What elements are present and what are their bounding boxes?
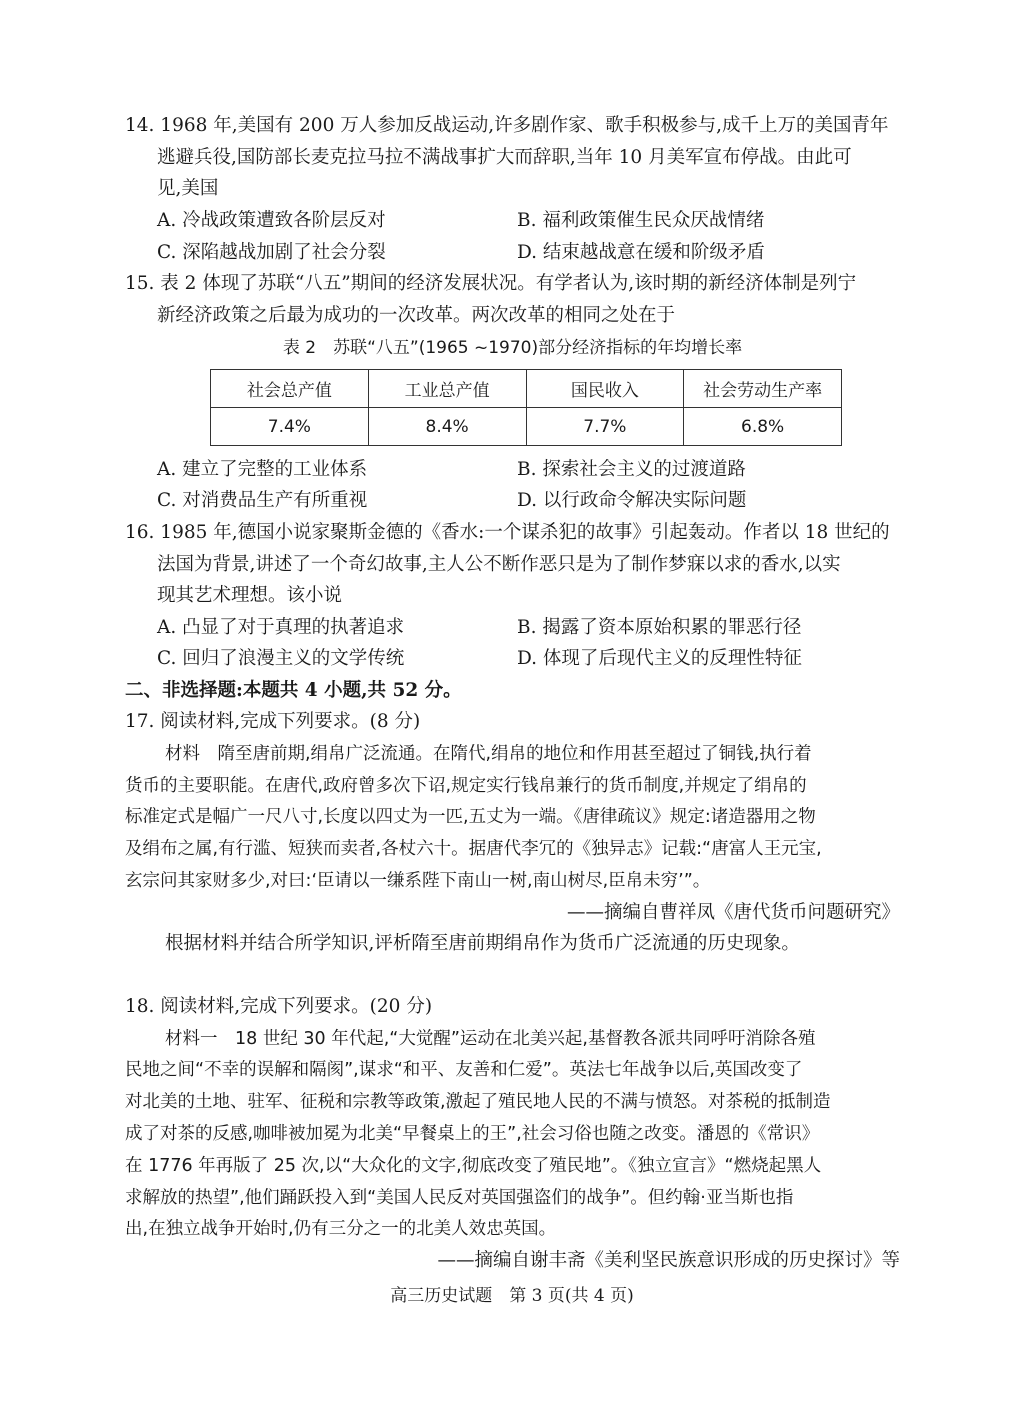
table-2	[210, 369, 842, 446]
q18-source: ——摘编自谢丰斋《美利坚民族意识形成的历史探讨》等	[437, 1250, 900, 1271]
q16-stem-line-1: 16. 1985 年,德国小说家聚斯金德的《香水:一个谋杀犯的故事》引起轰动。作者以 18 世纪的	[125, 522, 890, 543]
q17-material-line-2: 货币的主要职能。在唐代,政府曾多次下诏,规定实行钱帛兼行的货币制度,并规定了绢帛的	[125, 776, 807, 796]
q16-option-a: A. 凸显了对于真理的执著追求	[157, 617, 405, 638]
table-2-value-cell: 7.7%	[526, 408, 684, 446]
q16-option-b: B. 揭露了资本原始积累的罪恶行径	[517, 617, 802, 638]
q15-stem-line-2: 新经济政策之后最为成功的一次改革。两次改革的相同之处在于	[157, 305, 676, 326]
q16-option-c: C. 回归了浪漫主义的文学传统	[157, 648, 405, 669]
q18-material-line-4: 成了对茶的反感,咖啡被加冕为北美“早餐桌上的王”,社会习俗也随之改变。潘恩的《常识》	[125, 1124, 820, 1144]
q14-stem-line-2: 逃避兵役,国防部长麦克拉马拉不满战事扩大而辞职,当年 10 月美军宣布停战。由此可	[157, 147, 852, 168]
q14-option-d: D. 结束越战意在缓和阶级矛盾	[517, 242, 765, 263]
q16-stem-line-2: 法国为背景,讲述了一个奇幻故事,主人公不断作恶只是为了制作梦寐以求的香水,以实	[157, 554, 841, 575]
q15-option-b: B. 探索社会主义的过渡道路	[517, 459, 746, 480]
q18-material-line-2: 民地之间“不幸的误解和隔阂”,谋求“和平、友善和仁爱”。英法七年战争以后,英国改变了	[125, 1060, 803, 1080]
q17-material-line-4: 及绢布之属,有行滥、短狭而卖者,各杖六十。据唐代李冗的《独异志》记载:“唐富人王元宝,	[125, 839, 822, 859]
table-2-value-cell: 6.8%	[684, 408, 842, 446]
q17-title: 17. 阅读材料,完成下列要求。(8 分)	[125, 711, 421, 732]
table-2-caption: 表 2 苏联“八五”(1965 ~1970)部分经济指标的年均增长率	[282, 338, 743, 358]
q16-stem-line-3: 现其艺术理想。该小说	[157, 585, 343, 606]
table-2-header-cell: 工业总产值	[368, 370, 526, 408]
q16-option-d: D. 体现了后现代主义的反理性特征	[517, 648, 802, 669]
table-2-value-cell: 8.4%	[368, 408, 526, 446]
q17-material-line-5: 玄宗问其家财多少,对曰:‘臣请以一缣系陛下南山一树,南山树尽,臣帛未穷’”。	[125, 871, 711, 891]
table-2-header-cell: 社会总产值	[211, 370, 369, 408]
q17-material-line-1: 材料 隋至唐前期,绢帛广泛流通。在隋代,绢帛的地位和作用甚至超过了铜钱,执行着	[165, 744, 812, 764]
q18-material-line-1: 材料一 18 世纪 30 年代起,“大觉醒”运动在北美兴起,基督教各派共同呼吁消除各殖	[165, 1029, 816, 1049]
table-2-value-row	[211, 408, 842, 446]
section-2-heading: 二、非选择题:本题共 4 小题,共 52 分。	[125, 680, 462, 701]
q14-stem-line-3: 见,美国	[157, 178, 219, 199]
q18-material-line-7: 出,在独立战争开始时,仍有三分之一的北美人效忠英国。	[125, 1219, 557, 1239]
q15-option-c: C. 对消费品生产有所重视	[157, 490, 368, 511]
q15-option-a: A. 建立了完整的工业体系	[157, 459, 368, 480]
q15-option-d: D. 以行政命令解决实际问题	[517, 490, 747, 511]
q17-material-line-3: 标准定式是幅广一尺八寸,长度以四丈为一匹,五丈为一端。《唐律疏议》规定:诸造器用之物	[125, 807, 816, 827]
table-2-header-cell: 国民收入	[526, 370, 684, 408]
q18-material-line-6: 求解放的热望”,他们踊跃投入到“美国人民反对英国强盗们的战争”。但约翰·亚当斯也指	[125, 1188, 794, 1208]
q14-option-a: A. 冷战政策遭致各阶层反对	[157, 210, 386, 231]
table-2-header-row	[211, 370, 842, 408]
q14-option-c: C. 深陷越战加剧了社会分裂	[157, 242, 386, 263]
q18-title: 18. 阅读材料,完成下列要求。(20 分)	[125, 996, 433, 1017]
q14-option-b: B. 福利政策催生民众厌战情绪	[517, 210, 765, 231]
q15-stem-line-1: 15. 表 2 体现了苏联“八五”期间的经济发展状况。有学者认为,该时期的新经济体制是列宁	[125, 273, 857, 294]
q14-stem-line-1: 14. 1968 年,美国有 200 万人参加反战运动,许多剧作家、歌手积极参与,成千上万的美国青年	[125, 115, 889, 136]
q18-material-line-3: 对北美的土地、驻军、征税和宗教等政策,激起了殖民地人民的不满与愤怒。对茶税的抵制造	[125, 1092, 831, 1112]
page-footer: 高三历史试题 第 3 页(共 4 页)	[390, 1286, 634, 1306]
q18-material-line-5: 在 1776 年再版了 25 次,以“大众化的文字,彻底改变了殖民地”。《独立宣言》“燃烧起黑人	[125, 1156, 822, 1176]
table-2-header-cell: 社会劳动生产率	[684, 370, 842, 408]
q17-source: ——摘编自曹祥凤《唐代货币问题研究》	[566, 902, 900, 923]
q17-requirement: 根据材料并结合所学知识,评析隋至唐前期绢帛作为货币广泛流通的历史现象。	[165, 933, 800, 954]
table-2-value-cell: 7.4%	[211, 408, 369, 446]
